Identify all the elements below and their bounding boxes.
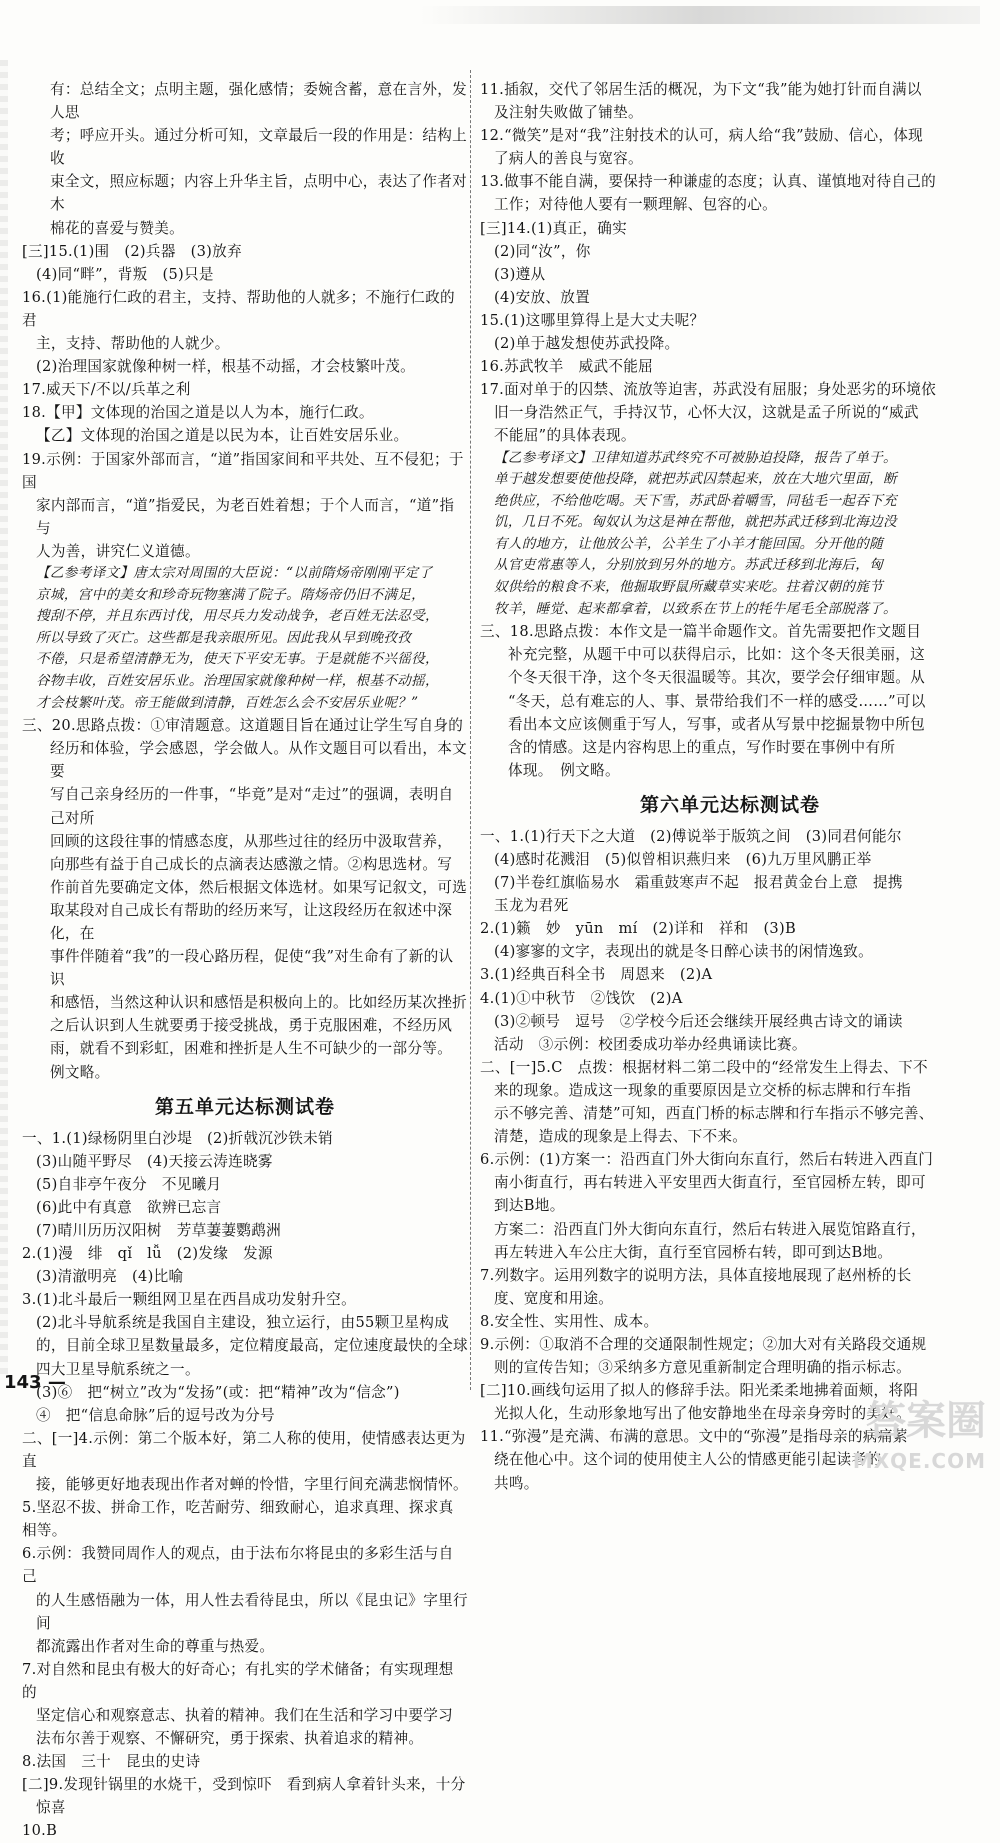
answer-line: 回顾的这段往事的情感态度，从那些过往的经历中汲取营养， bbox=[50, 832, 453, 850]
answer-line: 15.(1)这哪里算得上是大丈夫呢？ bbox=[480, 311, 705, 329]
answer-line: 3.(1)北斗最后一颗组网卫星在西昌成功发射升空。 bbox=[22, 1291, 356, 1309]
answer-line: 南小街直行，再右转进入平安里西大街直行，至官园桥左转，即可 bbox=[494, 1174, 926, 1192]
answer-line: 才会枝繁叶茂。帝王能做到清静，百姓怎么会不安居乐业呢？” bbox=[36, 694, 419, 711]
answer-line: 棉花的喜爱与赞美。 bbox=[50, 219, 185, 237]
answer-line: (3)清澈明亮 (4)比喻 bbox=[36, 1268, 184, 1286]
answer-line: 二、[一]5.C 点拨：根据材料二第二段中的“经常发生上得去、下不 bbox=[480, 1058, 928, 1076]
answer-line: 了病人的善良与宽容。 bbox=[494, 150, 643, 168]
answer-line: [三]14.(1)真正，确实 bbox=[480, 219, 628, 237]
answer-line: 向那些有益于自己成长的点滴表达感激之情。②构思选材。写 bbox=[50, 855, 453, 873]
answer-line: 接，能够更好地表现出作者对蝉的怜惜，字里行间充满悲悯情怀。 bbox=[36, 1476, 468, 1494]
answer-line: 一、1.(1)行天下之大道 (2)傅说举于版筑之间 (3)同君何能尔 bbox=[480, 827, 902, 845]
answer-line: 来的现象。造成这一现象的重要原因是立交桥的标志牌和行车指 bbox=[494, 1081, 912, 1099]
answer-line: 含的情感。这是内容构思上的重点，写作时要在事例中有所 bbox=[508, 738, 896, 756]
answer-line: 饥，几日不死。匈奴认为这是神在帮他，就把苏武迁移到北海边没 bbox=[494, 514, 897, 531]
answer-line: 10.B bbox=[22, 1822, 58, 1840]
answer-line: 17.威天下/不以/兵革之利 bbox=[22, 381, 191, 399]
answer-line: 主，支持、帮助他的人就少。 bbox=[36, 335, 230, 353]
answer-line: 雨，就看不到彩虹，困难和挫折是人生不可缺少的一部分等。 bbox=[50, 1040, 453, 1058]
binding-edge bbox=[0, 60, 8, 1380]
answer-line: 再左转进入车公庄大街，直行至官园桥右转，即可到达B地。 bbox=[494, 1243, 893, 1261]
answer-line: (3)⑥ 把“树立”改为“发扬”(或：把“精神”改为“信念”) bbox=[36, 1383, 400, 1401]
answer-line: 方案二：沿西直门外大街向东直行，然后右转进入展览馆路直行， bbox=[494, 1220, 926, 1238]
answer-line: 法布尔善于观察、不懈研究，勇于探索、执着追求的精神。 bbox=[36, 1730, 424, 1748]
answer-line: 不倦，只是希望清静无为，使天下平安无事。于是就能不兴徭役， bbox=[36, 651, 439, 668]
answer-line: 作前首先要确定文体，然后根据文体选材。如果写记叙文，可选 bbox=[50, 878, 468, 896]
answer-line: 有：总结全文；点明主题，强化感情；委婉含蓄，意在言外，发人思 bbox=[50, 81, 468, 122]
answer-line: 谷物丰收，百姓安居乐业。治理国家就像种树一样，根基不动摇， bbox=[36, 672, 439, 689]
answer-line: 一、1.(1)绿杨阴里白沙堤 (2)折戟沉沙铁未销 bbox=[22, 1129, 333, 1147]
answer-line: (6)此中有真意 欲辨已忘言 bbox=[36, 1198, 222, 1216]
answer-line: (2)北斗导航系统是我国自主建设，独立运行，由55颗卫星构成 bbox=[36, 1314, 450, 1332]
answer-line: 从官吏常惠等人，分别放到另外的地方。苏武迁移到北海后，匈 bbox=[494, 557, 884, 574]
answer-line: 6.示例：我赞同周作人的观点，由于法布尔将昆虫的多彩生活与自己 bbox=[22, 1545, 454, 1586]
answer-line: (3)②顿号 逗号 ②学校今后还会继续开展经典古诗文的诵读 bbox=[494, 1012, 903, 1030]
answer-line: 【乙参考译文】唐太宗对周围的大臣说：“以前隋炀帝刚刚平定了 bbox=[36, 564, 433, 581]
answer-line: 2.(1)籁 妙 yūn mí (2)详和 祥和 (3)B bbox=[480, 920, 797, 938]
answer-line: 16.(1)能施行仁政的君主，支持、帮助他的人就多；不施行仁政的君 bbox=[22, 288, 455, 329]
answer-line: 之后认识到人生就要勇于接受挑战，勇于克服困难，不经历风 bbox=[50, 1017, 453, 1035]
scan-artifact bbox=[420, 6, 980, 24]
answer-line: 8.安全性、实用性、成本。 bbox=[480, 1312, 659, 1330]
answer-line: 个冬天很干净，这个冬天很温暖等。其次，要学会仔细审题。从 bbox=[508, 669, 926, 687]
answer-line: 家内部而言，“道”指爱民，为老百姓着想；于个人而言，“道”指与 bbox=[36, 496, 455, 537]
answer-line: 11.“弥漫”是充满、布满的意思。文中的“弥漫”是指母亲的病痛萦 bbox=[480, 1428, 908, 1446]
answer-line: 旧一身浩然正气，手持汉节，心怀大汉，这就是孟子所说的“威武 bbox=[494, 404, 919, 422]
right-column bbox=[480, 78, 980, 1495]
answer-line: 单于越发想要使他投降，就把苏武囚禁起来，放在大地穴里面，断 bbox=[494, 471, 897, 488]
answer-line: (4)同“畔”，背叛 (5)只是 bbox=[36, 265, 214, 283]
answer-line: 13.做事不能自满，要保持一种谦虚的态度；认真、谨慎地对待自己的 bbox=[480, 173, 937, 191]
answer-line: 7.对自然和昆虫有极大的好奇心；有扎实的学术储备；有实现理想的 bbox=[22, 1660, 454, 1701]
answer-line: (2)同“汝”，你 bbox=[494, 242, 591, 260]
answer-line: 到达B地。 bbox=[494, 1197, 565, 1215]
section-title: 第五单元达标测试卷 bbox=[154, 1095, 335, 1118]
answer-line: 的，目前全球卫星数量最多，定位精度最高，定位速度最快的全球 bbox=[36, 1337, 468, 1355]
answer-line: 【乙参考译文】卫律知道苏武终究不可被胁迫投降，报告了单于。 bbox=[494, 449, 897, 466]
answer-line: 人为善，讲究仁义道德。 bbox=[36, 542, 200, 560]
answer-line: [二]10.画线句运用了拟人的修辞手法。阳光柔柔地拂着面颊，将阳 bbox=[480, 1382, 919, 1400]
answer-line: 7.列数字。运用列数字的说明方法，具体直接地展现了赵州桥的长 bbox=[480, 1266, 912, 1284]
answer-line: 奴供给的粮食不来，他掘取野鼠所藏草实来吃。拄着汉朝的旄节 bbox=[494, 579, 884, 596]
answer-line: (3)遵从 bbox=[494, 265, 546, 283]
answer-line: 16.苏武牧羊 威武不能屈 bbox=[480, 358, 654, 376]
left-column bbox=[22, 78, 468, 1843]
answer-line: 考；呼应开头。通过分析可知，文章最后一段的作用是：结构上收 bbox=[50, 127, 468, 168]
answer-line: 三、20.思路点拨：①审清题意。这道题目旨在通过让学生写自身的 bbox=[22, 717, 464, 735]
answer-line: ④ 把“信息命脉”后的逗号改为分号 bbox=[36, 1406, 275, 1424]
answer-line: 【乙】文体现的治国之道是以民为本，让百姓安居乐业。 bbox=[36, 427, 409, 445]
answer-line: (7)晴川历历汉阳树 芳草萋萋鹦鹉洲 bbox=[36, 1222, 281, 1239]
answer-line: 11.插叙，交代了邻居生活的概况，为下文“我”能为她打针而自满以 bbox=[480, 81, 922, 98]
answer-line: 2.(1)漫 绯 qǐ lǚ (2)发缘 发源 bbox=[22, 1245, 273, 1263]
answer-line: 3.(1)经典百科全书 周恩来 (2)A bbox=[480, 966, 713, 984]
answer-line: 6.示例：(1)方案一：沿西直门外大街向东直行，然后右转进入西直门 bbox=[480, 1151, 934, 1169]
answer-line: 例文略。 bbox=[50, 1063, 110, 1081]
answer-line: 体现。 例文略。 bbox=[508, 761, 620, 779]
answer-line: 工作；对待他人要有一颗理解、包容的心。 bbox=[494, 196, 777, 214]
answer-line: (3)山随平野尽 (4)天接云涛连晓雾 bbox=[36, 1152, 273, 1170]
answer-line: 绝供应，不给他吃喝。天下雪，苏武卧着嚼雪，同毡毛一起吞下充 bbox=[494, 492, 897, 509]
answer-line: 17.面对单于的囚禁、流放等迫害，苏武没有屈服；身处恶劣的环境依 bbox=[480, 381, 937, 399]
answer-line: 9.示例：①取消不合理的交通限制性规定；②加大对有关路段交通规 bbox=[480, 1335, 927, 1353]
page-number: 143 — bbox=[4, 1372, 66, 1393]
watermark-logo bbox=[852, 1398, 986, 1481]
answer-line: (5)自非亭午夜分 不见曦月 bbox=[36, 1175, 222, 1193]
answer-line: 京城，宫中的美女和珍奇玩物塞满了院子。隋炀帝仍旧不满足， bbox=[36, 586, 426, 603]
answer-line: 和感悟，当然这种认识和感悟是积极向上的。比如经历某次挫折 bbox=[50, 994, 468, 1012]
answer-line: 搜刮不停，并且东西讨伐，用尽兵力发动战争，老百姓无法忍受， bbox=[36, 608, 439, 625]
answer-line: 则的宣传告知；③采纳多方意见重新制定合理明确的指示标志。 bbox=[494, 1359, 912, 1377]
answer-line: 写自己亲身经历的一件事，“毕竟”是对“走过”的强调，表明自己对所 bbox=[50, 786, 454, 827]
answer-line: 示不够完善、清楚”可知，西直门桥的标志牌和行车指示不够完善、 bbox=[494, 1105, 934, 1123]
section-title: 第六单元达标测试卷 bbox=[639, 793, 820, 816]
answer-line: 坚定信心和观察意志、执着的精神。我们在生活和学习中要学习 bbox=[36, 1706, 454, 1724]
answer-line: [二]9.发现针锅里的水烧干，受到惊吓 看到病人拿着针头来，十分 bbox=[22, 1776, 466, 1794]
answer-line: 都流露出作者对生命的尊重与热爱。 bbox=[36, 1637, 275, 1655]
answer-line: 惊喜 bbox=[36, 1799, 66, 1817]
answer-line: 12.“微笑”是对“我”注射技术的认可，病人给“我”鼓励、信心，体现 bbox=[480, 127, 924, 145]
answer-line: 及注射失败做了铺垫。 bbox=[494, 104, 643, 122]
answer-line: 19.示例：于国家外部而言，“道”指国家间和平共处、互不侵犯；于国 bbox=[22, 450, 464, 491]
answer-line: “冬天，总有难忘的人、事、景带给我们不一样的感受……”可以 bbox=[508, 692, 926, 710]
answer-line: 束全文，照应标题；内容上升华主旨，点明中心，表达了作者对木 bbox=[50, 173, 468, 214]
answer-line: 三、18.思路点拨：本作文是一篇半命题作文。首先需要把作文题目 bbox=[480, 623, 922, 641]
answer-line: 四大卫星导航系统之一。 bbox=[36, 1360, 200, 1378]
answer-line: (4)寥寥的文字，表现出的就是冬日醉心读书的闲情逸致。 bbox=[494, 943, 874, 961]
answer-line: (2)治理国家就像种树一样，根基不动摇，才会枝繁叶茂。 bbox=[36, 358, 416, 376]
answer-line: 经历和体验，学会感恩，学会做人。从作文题目可以看出，本文要 bbox=[50, 740, 468, 781]
answer-line: 度、宽度和用途。 bbox=[494, 1289, 614, 1307]
answer-line: 补充完整，从题干中可以获得启示，比如：这个冬天很美丽，这 bbox=[508, 646, 926, 664]
answer-line: 事件伴随着“我”的一段心路历程，促使“我”对生命有了新的认识 bbox=[50, 948, 454, 989]
answer-line: 4.(1)①中秋节 ②饯饮 (2)A bbox=[480, 989, 683, 1007]
answer-line: 取某段对自己成长有帮助的经历来写，让这段经历在叙述中深化，在 bbox=[50, 901, 453, 942]
answer-line: 绕在他心中。这个词的使用使主人公的情感更能引起读者的 bbox=[494, 1451, 882, 1469]
watermark-sub: MXQE.COM bbox=[852, 1449, 986, 1473]
answer-line: 牧羊，睡觉、起来都拿着，以致系在节上的牦牛尾毛全部脱落了。 bbox=[494, 600, 897, 617]
answer-line: 有人的地方，让他放公羊，公羊生了小羊才能回国。分开他的随 bbox=[494, 535, 884, 552]
answer-line: 清楚，造成的现象是上得去、下不来。 bbox=[494, 1128, 748, 1146]
answer-line: 共鸣。 bbox=[494, 1474, 539, 1492]
answer-line: 二、[一]4.示例：第二个版本好，第二人称的使用，使情感表达更为直 bbox=[22, 1429, 466, 1470]
answer-line: [三]15.(1)围 (2)兵器 (3)放弃 bbox=[22, 242, 242, 260]
watermark-main: 答案圈 bbox=[866, 1398, 986, 1444]
answer-line: 玉龙为君死 bbox=[494, 897, 569, 915]
answer-line: (7)半卷红旗临易水 霜重鼓寒声不起 报君黄金台上意 提携 bbox=[494, 874, 903, 892]
answer-line: (4)感时花溅泪 (5)似曾相识燕归来 (6)九万里风鹏正举 bbox=[494, 851, 872, 868]
answer-line: 活动 ③示例：校团委成功举办经典诵读比赛。 bbox=[494, 1035, 807, 1053]
answer-line: 8.法国 三十 昆虫的史诗 bbox=[22, 1753, 201, 1771]
answer-line: 不能屈”的具体表现。 bbox=[494, 427, 636, 445]
column-divider bbox=[470, 70, 471, 1390]
answer-line: (2)单于越发想使苏武投降。 bbox=[494, 335, 680, 353]
answer-line: 18.【甲】文体现的治国之道是以人为本，施行仁政。 bbox=[22, 404, 374, 422]
answer-line: (4)安放、放置 bbox=[494, 288, 591, 306]
answer-line: 看出本文应该侧重于写人，写事，或者从写景中挖掘景物中所包 bbox=[508, 715, 926, 733]
answer-line: 的人生感悟融为一体，用人性去看待昆虫，所以《昆虫记》字里行间 bbox=[36, 1591, 468, 1632]
answer-line: 5.坚忍不拔、拼命工作，吃苦耐劳、细致耐心，追求真理、探求真相等。 bbox=[22, 1499, 454, 1540]
answer-line: 光拟人化，生动形象地写出了他安静地坐在母亲身旁时的美好。 bbox=[494, 1405, 912, 1423]
answer-line: 所以导致了灭亡。这些都是我亲眼所见。因此我从早到晚孜孜 bbox=[36, 629, 412, 646]
